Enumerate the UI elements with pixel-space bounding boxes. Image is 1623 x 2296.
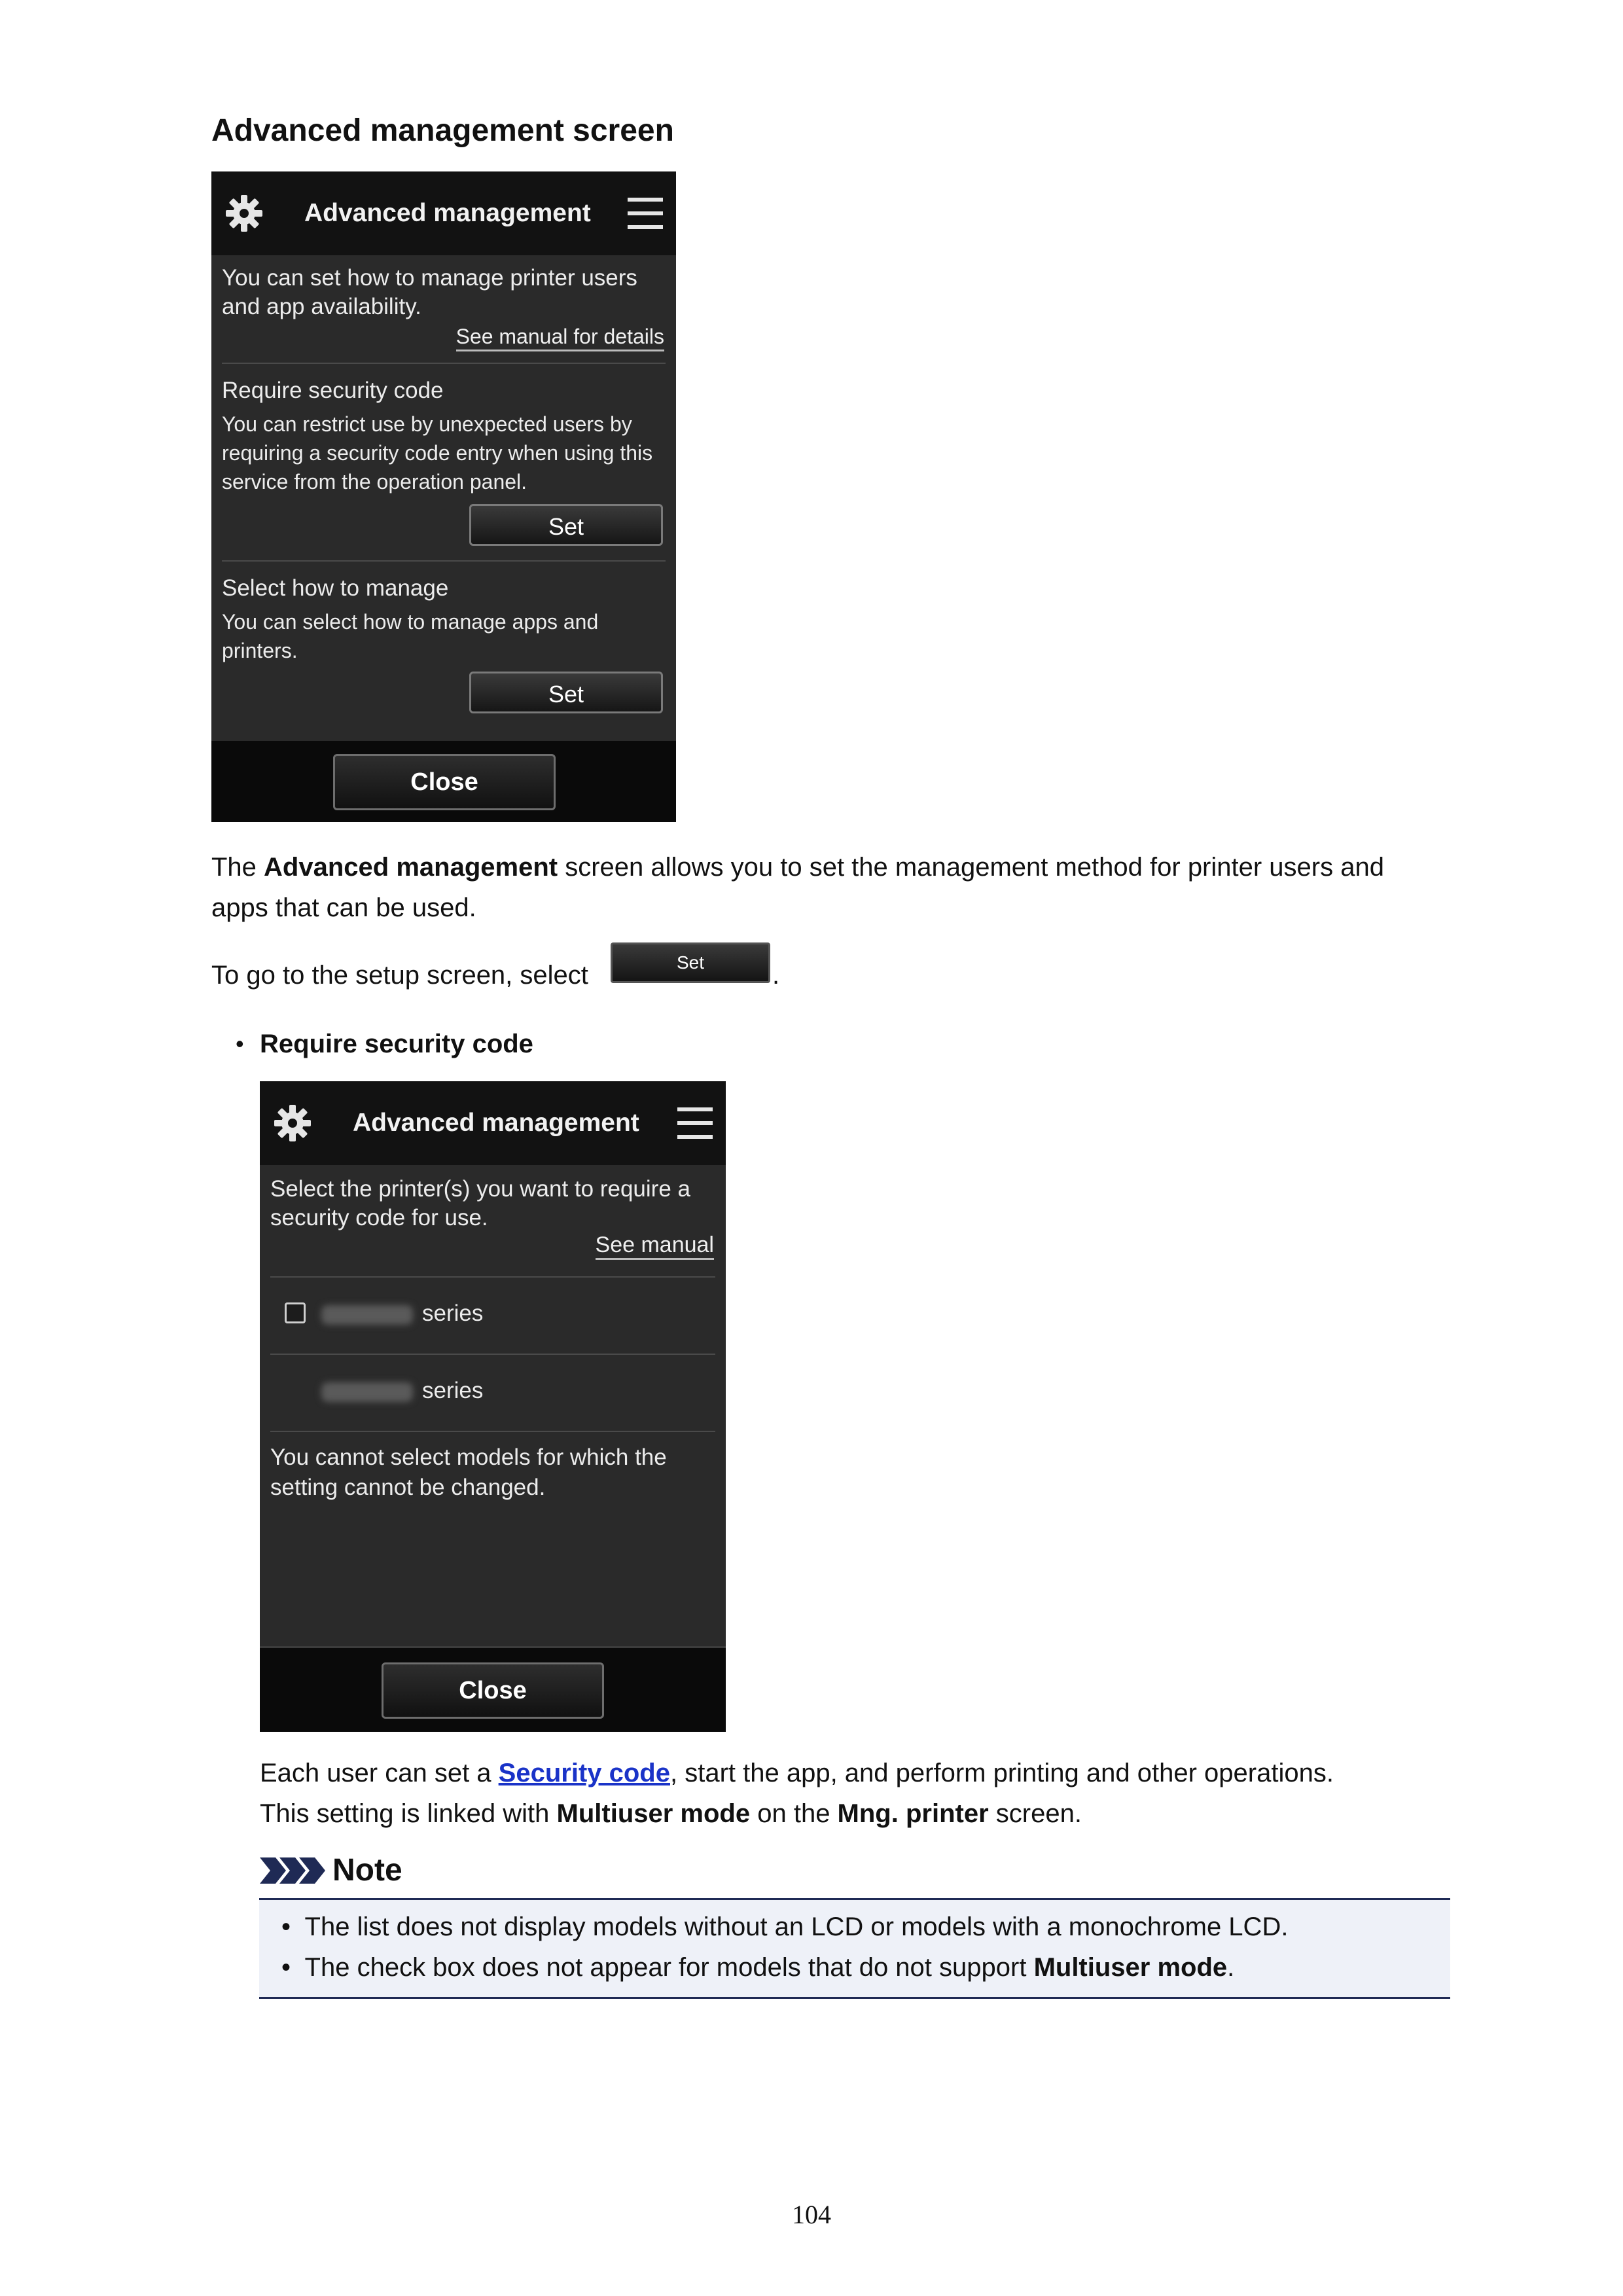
hamburger-menu-icon[interactable] <box>626 194 664 233</box>
intro-line-2: security code for use. <box>270 1205 488 1230</box>
intro-line-1: Select the printer(s) you want to require a <box>270 1176 690 1202</box>
intro-line-1: You can set how to manage printer users <box>222 265 637 291</box>
desc-lead: Each user can set a <box>260 1759 499 1787</box>
note-item-1: The list does not display models without an LCD or models with a monochrome LCD. <box>304 1912 1289 1941</box>
screen-header <box>260 1081 726 1165</box>
security-description <box>260 1753 1334 1834</box>
bullet-title: Require security code <box>260 1030 533 1058</box>
bullet-mark: • <box>281 1912 291 1941</box>
security-desc-line-2: requiring a security code entry when using this <box>222 441 653 465</box>
require-security-code-screenshot <box>260 1081 726 1732</box>
security-desc-line-3: service from the operation panel. <box>222 470 527 493</box>
manage-desc-line-2: printers. <box>222 639 298 662</box>
bullet-mark: • <box>236 1030 244 1057</box>
printer-series: series <box>422 1300 484 1326</box>
screen-title: Advanced management <box>304 199 591 227</box>
close-button[interactable]: Close <box>333 754 556 810</box>
blurred-model-name <box>321 1382 413 1402</box>
screen-header <box>211 171 676 255</box>
note-title: Note <box>332 1853 402 1888</box>
note-bullet-1 <box>281 1907 1288 1947</box>
security-section-title: Require security code <box>222 378 444 403</box>
screen-title: Advanced management <box>353 1109 639 1137</box>
screen-footer <box>211 741 676 822</box>
screen-footer <box>260 1646 726 1732</box>
printer-series: series <box>422 1378 484 1403</box>
page-number: 104 <box>792 2200 831 2229</box>
security-desc-line-1: You can restrict use by unexpected users by <box>222 412 632 436</box>
note-item-2-lead: The check box does not appear for models that do not support <box>304 1953 1034 1982</box>
checkbox-icon[interactable] <box>285 1302 306 1323</box>
note-item-2-bold: Multiuser mode <box>1033 1953 1228 1982</box>
setup-instruction-text: To go to the setup screen, select <box>211 961 588 990</box>
bullet-mark: • <box>281 1953 291 1982</box>
printer-name <box>321 1376 483 1405</box>
see-manual-link[interactable]: See manual for details <box>456 323 664 351</box>
gear-icon[interactable] <box>272 1102 313 1144</box>
gear-icon[interactable] <box>223 192 265 234</box>
setup-instruction <box>211 955 588 996</box>
divider <box>270 1431 715 1432</box>
intro-paragraph <box>211 847 1384 928</box>
desc2-lead: This setting is linked with <box>260 1799 557 1828</box>
desc-rest: , start the app, and perform printing and other operations. <box>669 1759 1334 1787</box>
note-item-2-end: . <box>1227 1953 1235 1982</box>
printer-name <box>321 1299 483 1328</box>
divider <box>222 363 666 364</box>
para-bold: Advanced management <box>264 853 558 882</box>
desc2-mid: on the <box>750 1799 838 1828</box>
divider <box>222 560 666 562</box>
note-box <box>259 1898 1450 1999</box>
para-lead: The <box>211 853 264 882</box>
para-rest: screen allows you to set the management method for printer users and <box>558 853 1384 882</box>
security-code-link[interactable]: Security code <box>498 1759 670 1787</box>
intro-line-2: and app availability. <box>222 294 421 319</box>
security-set-button[interactable]: Set <box>469 504 663 546</box>
see-manual-link[interactable]: See manual <box>596 1232 714 1260</box>
manage-desc-line-1: You can select how to manage apps and <box>222 610 599 634</box>
mng-printer-bold: Mng. printer <box>837 1799 989 1828</box>
inline-set-button: Set <box>611 942 770 983</box>
multiuser-mode-bold: Multiuser mode <box>556 1799 751 1828</box>
manage-set-button[interactable]: Set <box>469 672 663 713</box>
note-chevrons-icon <box>260 1857 325 1884</box>
setup-instruction-period: . <box>772 961 780 990</box>
para-line-2: apps that can be used. <box>211 893 476 922</box>
note-bullet-2 <box>281 1947 1234 1988</box>
manage-section-title: Select how to manage <box>222 575 449 601</box>
close-button[interactable]: Close <box>382 1662 604 1719</box>
blurred-model-name <box>321 1305 413 1325</box>
info-line-1: You cannot select models for which the <box>270 1444 667 1470</box>
printer-row[interactable] <box>270 1278 715 1354</box>
printer-row <box>270 1355 715 1431</box>
hamburger-menu-icon[interactable] <box>676 1103 714 1143</box>
section-heading: Advanced management screen <box>211 113 674 148</box>
desc2-end: screen. <box>988 1799 1082 1828</box>
info-line-2: setting cannot be changed. <box>270 1475 546 1500</box>
advanced-management-screenshot <box>211 171 676 822</box>
